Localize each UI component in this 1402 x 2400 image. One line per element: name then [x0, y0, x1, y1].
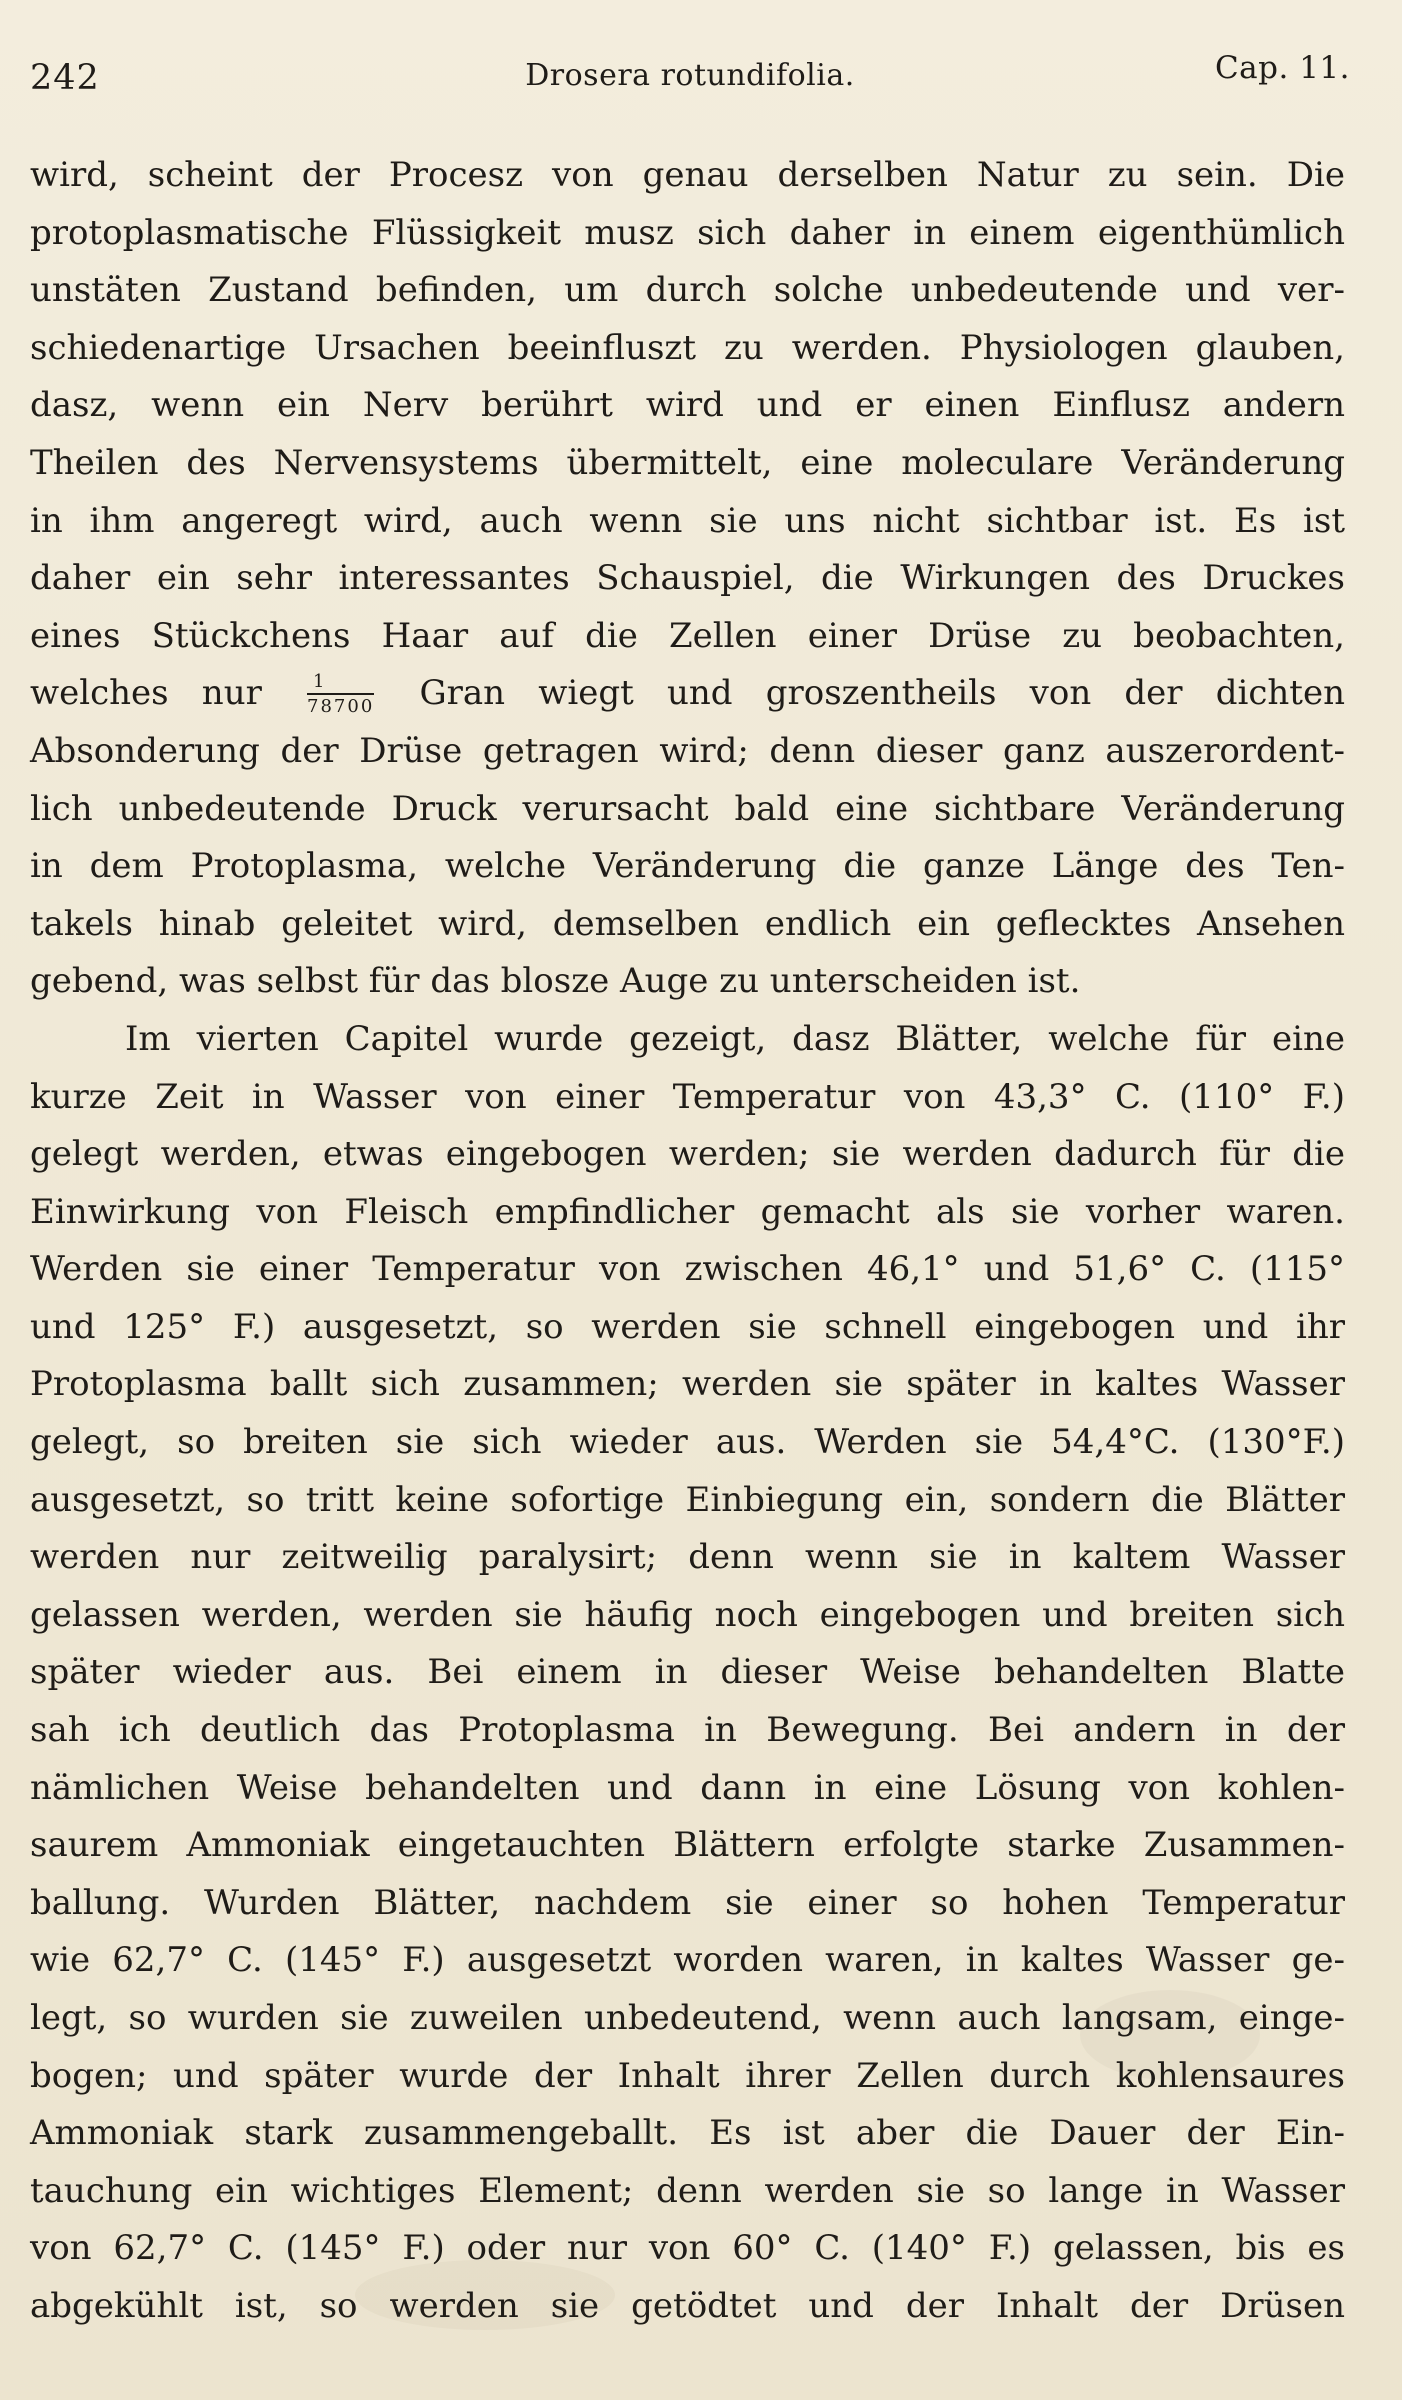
text-line: protoplasmatische Flüssigkeit musz sich daher in einem eigenthümlich	[30, 212, 1345, 253]
text-line: wird, scheint der Procesz von genau derselben Natur zu sein. Die	[30, 155, 1345, 195]
text-line: in dem Protoplasma, welche Veränderung die ganze Länge des Ten-	[30, 846, 1345, 887]
text-line: Im vierten Capitel wurde gezeigt, dasz Blätter, welche für eine	[125, 1018, 1345, 1059]
fraction-denominator: 78700	[307, 696, 375, 718]
text-line: bogen; und später wurde der Inhalt ihrer Zellen durch kohlensaures	[30, 2055, 1345, 2096]
text-line: sah ich deutlich das Protoplasma in Bewegung. Bei andern in der	[30, 1710, 1345, 1751]
body-text	[30, 147, 1345, 2336]
text-line: ausgesetzt, so tritt keine sofortige Einbiegung ein, sondern die Blätter	[30, 1479, 1345, 1520]
text-line: nämlichen Weise behandelten und dann in eine Lösung von kohlen-	[30, 1767, 1345, 1808]
text-line: Ammoniak stark zusammengeballt. Es ist aber die Dauer der Ein-	[30, 2113, 1345, 2154]
text-line: werden nur zeitweilig paralysirt; denn wenn sie in kaltem Wasser	[30, 1537, 1345, 1578]
text-line: Theilen des Nervensystems übermittelt, eine moleculare Veränderung	[30, 442, 1345, 483]
text-line: in ihm angeregt wird, auch wenn sie uns nicht sichtbar ist. Es ist	[30, 500, 1345, 541]
text-line: kurze Zeit in Wasser von einer Temperatur von 43,3° C. (110° F.)	[30, 1076, 1345, 1117]
text-line: unstäten Zustand befinden, um durch solche unbedeutende und ver-	[30, 270, 1345, 311]
text-line: schiedenartige Ursachen beeinfluszt zu werden. Physiologen glauben,	[30, 327, 1345, 368]
text-line: Protoplasma ballt sich zusammen; werden sie später in kaltes Wasser	[30, 1364, 1345, 1405]
text-line: saurem Ammoniak eingetauchten Blättern erfolgte starke Zusammen-	[30, 1825, 1345, 1866]
text-line: gelegt werden, etwas eingebogen werden; sie werden dadurch für die	[30, 1134, 1345, 1175]
text-line: Werden sie einer Temperatur von zwischen 46,1° und 51,6° C. (115°	[30, 1249, 1345, 1290]
fraction-text-line	[30, 665, 1345, 723]
text-line: und 125° F.) ausgesetzt, so werden sie schnell eingebogen und ihr	[30, 1306, 1345, 1347]
text-line: eines Stückchens Haar auf die Zellen einer Drüse zu beobachten,	[30, 615, 1345, 656]
text-line: wie 62,7° C. (145° F.) ausgesetzt worden waren, in kaltes Wasser ge-	[30, 1940, 1345, 1981]
text-line: später wieder aus. Bei einem in dieser Weise behandelten Blatte	[30, 1652, 1345, 1693]
text-line: takels hinab geleitet wird, demselben endlich ein geflecktes Ansehen	[30, 903, 1345, 944]
text-line: lich unbedeutende Druck verursacht bald eine sichtbare Veränderung	[30, 788, 1345, 829]
text-line: gebend, was selbst für das blosze Auge zu unterscheiden ist.	[30, 961, 1081, 1002]
page-number: 242	[30, 58, 100, 98]
text-line: legt, so wurden sie zuweilen unbedeutend, wenn auch langsam, einge-	[30, 1998, 1345, 2038]
running-title: Drosera rotundifolia.	[525, 58, 855, 93]
fraction-line-text-before: welches nur	[30, 673, 262, 714]
text-line: Absonderung der Drüse getragen wird; denn dieser ganz auszerordent-	[30, 730, 1345, 771]
fraction-line-text-after: Gran wiegt und groszentheils von der dichten	[419, 673, 1345, 714]
page-header	[30, 50, 1350, 110]
chapter-label: Cap. 11.	[1214, 50, 1350, 86]
text-line: dasz, wenn ein Nerv berührt wird und er einen Einflusz andern	[30, 385, 1345, 426]
text-line: tauchung ein wichtiges Element; denn werden sie so lange in Wasser	[30, 2170, 1345, 2211]
text-line: gelegt, so breiten sie sich wieder aus. Werden sie 54,4°C. (130°F.)	[30, 1422, 1345, 1463]
text-line: von 62,7° C. (145° F.) oder nur von 60° C. (140° F.) gelassen, bis es	[30, 2228, 1345, 2269]
text-line: daher ein sehr interessantes Schauspiel, die Wirkungen des Druckes	[30, 558, 1345, 599]
grain-fraction	[307, 673, 374, 716]
text-line: ballung. Wurden Blätter, nachdem sie einer so hohen Temperatur	[30, 1882, 1345, 1923]
text-line: Einwirkung von Fleisch empfindlicher gemacht als sie vorher waren.	[30, 1191, 1345, 1232]
text-line: gelassen werden, werden sie häufig noch eingebogen und breiten sich	[30, 1594, 1345, 1635]
fraction-numerator: 1	[307, 673, 374, 695]
text-line: abgekühlt ist, so werden sie getödtet und der Inhalt der Drüsen	[30, 2285, 1345, 2326]
